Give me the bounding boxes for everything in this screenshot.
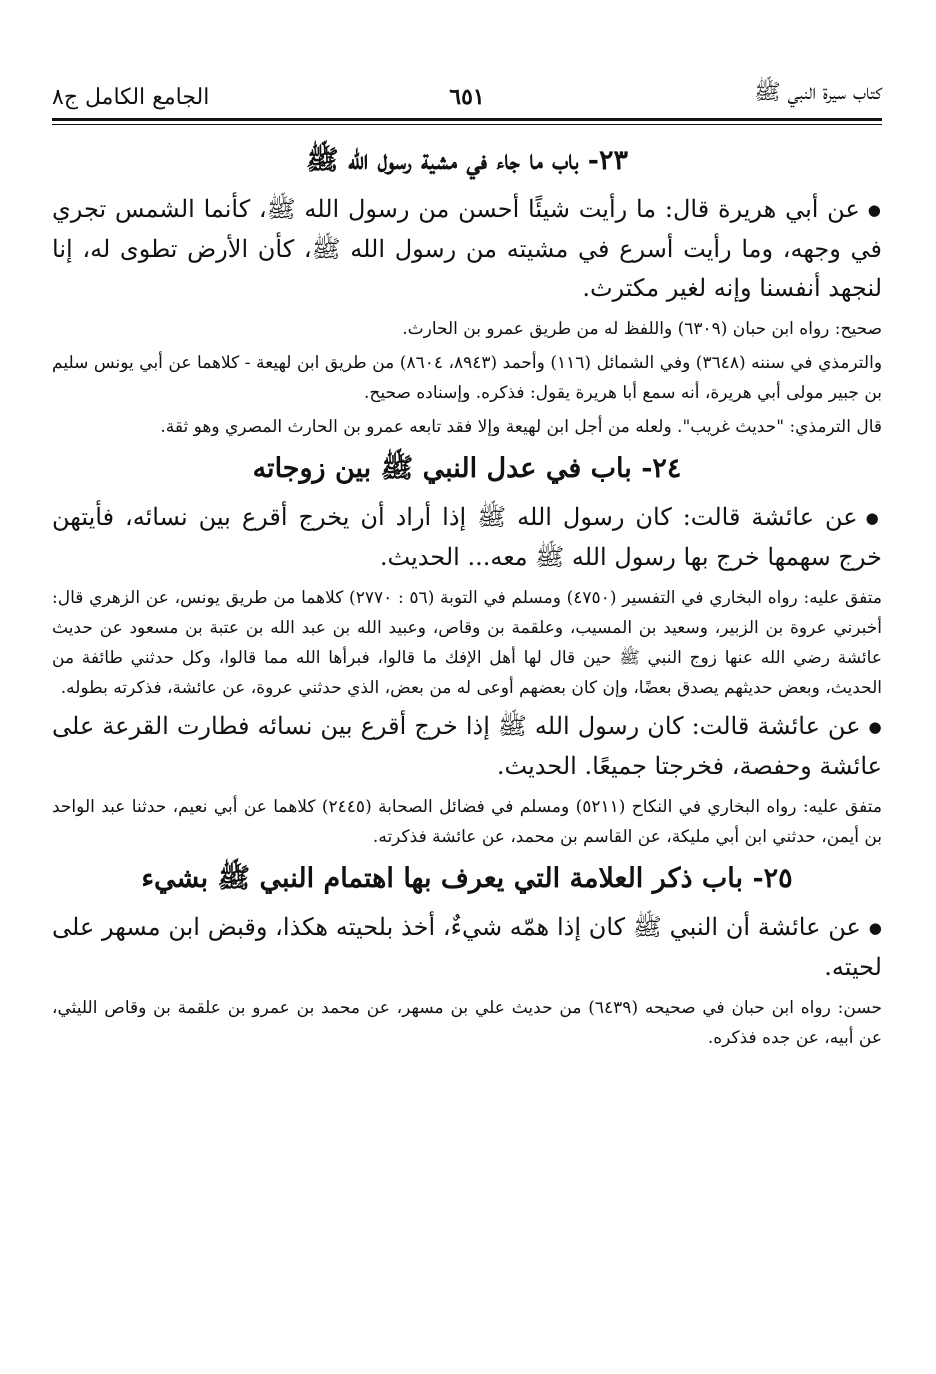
takhrij-note: قال الترمذي: "حديث غريب". ولعله من أجل ابن لهيعة وإلا فقد تابعه عمرو بن الحارث المصري وهو ثقة.: [160, 417, 882, 437]
section-title: ٢٥- باب ذكر العلامة التي يعرف بها اهتمام النبي ﷺ بشيء: [141, 863, 793, 894]
header-rule-thin: [52, 124, 882, 125]
takhrij-note: والترمذي في سننه (٣٦٤٨) وفي الشمائل (١١٦) وأحمد (٨٩٤٣، ٨٦٠٤) من طريق ابن لهيعة - كلاهما عن أبي يونس سليم بن جبير مولى أبي هريرة، أنه سمع أبا هريرة يقول: فذكره. وإسناده صحيح.: [52, 353, 883, 403]
bullet-icon: ●: [868, 919, 883, 937]
book-title: كتاب سيرة النبي ﷺ: [754, 80, 882, 105]
hadith-text: ●عن عائشة قالت: كان رسول الله ﷺ إذا خرج أقرع بين نسائه فطارت القرعة على عائشة وحفصة، فخرجتا جميعًا. الحديث.: [52, 712, 882, 780]
volume-label: الجامع الكامل ج٨: [52, 85, 210, 110]
bullet-icon: ●: [865, 509, 883, 527]
header-rule-thick: [52, 118, 882, 121]
hadith-text: ●عن عائشة قالت: كان رسول الله ﷺ إذا أراد أن يخرج أقرع بين نسائه، فأيتهن خرج سهمها خرج بها رسول الله ﷺ معه... الحديث.: [52, 503, 883, 571]
page-number: ٦٥١: [449, 84, 485, 110]
running-header: [52, 70, 882, 110]
takhrij-note: متفق عليه: رواه البخاري في التفسير (٤٧٥٠) ومسلم في التوبة (٥٦ : ٢٧٧٠) كلاهما من طريق يونس، عن الزهري قال: أخبرني عروة بن الزبير، وسعيد بن المسيب، وعلقمة بن وقاص، وعبيد الله بن عبد الله بن عتبة بن مسعود عن حديث عائشة رضي الله عنها زوج النبي ﷺ حين قال لها أهل الإفك ما قالوا، فبرأها الله مما قالوا، وكل حدثني طائفة من الحديث، وبعض حديثهم يصدق بعضًا، وإن كان بعضهم أوعى له من بعض، الذي حدثني عروة، عن عائشة، فذكرته بطوله.: [52, 588, 882, 698]
takhrij-note: حسن: رواه ابن حبان في صحيحه (٦٤٣٩) من حديث علي بن مسهر، عن محمد بن عمرو بن علقمة بن وقاص الليثي، عن أبيه، عن جده فذكره.: [52, 998, 882, 1048]
hadith-text: ●عن عائشة أن النبي ﷺ كان إذا همّه شيءٌ، أخذ بلحيته هكذا، وقبض ابن مسهر على لحيته.: [52, 913, 883, 981]
section-title: ٢٤- باب في عدل النبي ﷺ بين زوجاته: [252, 453, 682, 484]
section-title: ٢٣- باب ما جاء في مشية رسول الله ﷺ: [306, 145, 628, 176]
hadith-text: ●عن أبي هريرة قال: ما رأيت شيئًا أحسن من رسول الله ﷺ، كأنما الشمس تجري في وجهه، وما رأيت أسرع في مشيته من رسول الله ﷺ، كأن الأرض تطوى له، إنا لنجهد أنفسنا وإنه لغير مكترث.: [52, 195, 883, 302]
takhrij-note: متفق عليه: رواه البخاري في النكاح (٥٢١١) ومسلم في فضائل الصحابة (٢٤٤٥) كلاهما عن أبي نعيم، حدثنا عبد الواحد بن أيمن، حدثني ابن أبي مليكة، عن القاسم بن محمد، عن عائشة فذكرته.: [52, 797, 882, 847]
page-content: [52, 134, 882, 1057]
takhrij-note: صحيح: رواه ابن حبان (٦٣٠٩) واللفظ له من طريق عمرو بن الحارث.: [402, 319, 882, 339]
bullet-icon: ●: [867, 201, 882, 219]
bullet-icon: ●: [868, 718, 882, 736]
